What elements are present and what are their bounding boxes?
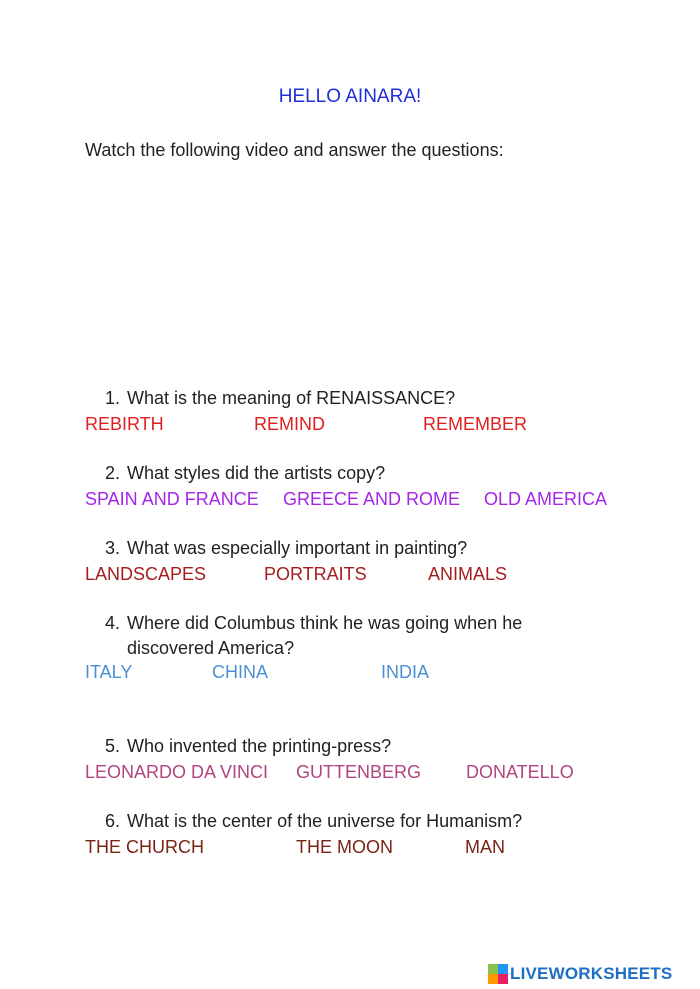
answer-option-landscapes[interactable]: LANDSCAPES [85,564,207,584]
answer-option-china[interactable]: CHINA [212,662,269,682]
question-number: 3. [105,538,121,558]
question-text: What is the meaning of RENAISSANCE? [127,388,456,408]
question-text: What is the center of the universe for Humanism? [127,811,523,831]
answer-option-guttenberg[interactable]: GUTTENBERG [296,762,422,782]
logo-square [498,964,508,974]
question-text: What styles did the artists copy? [127,463,386,483]
answer-option-leonardo-da-vinci[interactable]: LEONARDO DA VINCI [85,762,269,782]
question-number: 5. [105,736,121,756]
answer-option-portraits[interactable]: PORTRAITS [264,564,367,584]
question-1 [105,386,547,411]
answer-option-old-america[interactable]: OLD AMERICA [484,489,608,509]
instructions-text: Watch the following video and answer the questions: [85,140,504,160]
question-text: Where did Columbus think he was going when he discovered America? [127,613,523,658]
answer-option-italy[interactable]: ITALY [85,662,133,682]
question-4 [105,611,547,661]
answer-option-man[interactable]: MAN [465,837,505,857]
answer-option-greece-and-rome[interactable]: GREECE AND ROME [283,489,461,509]
logo-text: LIVEWORKSHEETS [510,964,673,983]
answer-option-india[interactable]: INDIA [381,662,430,682]
answer-option-rebirth[interactable]: REBIRTH [85,414,164,434]
answer-option-the-church[interactable]: THE CHURCH [85,837,204,857]
answer-option-the-moon[interactable]: THE MOON [296,837,393,857]
answer-option-remember[interactable]: REMEMBER [423,414,528,434]
logo-mark-icon [488,964,508,984]
question-number: 6. [105,811,121,831]
liveworksheets-logo [488,963,672,985]
question-3 [105,536,547,561]
answer-option-animals[interactable]: ANIMALS [428,564,508,584]
logo-square [488,974,498,984]
question-number: 4. [105,613,121,633]
answer-option-remind[interactable]: REMIND [254,414,325,434]
page-title: HELLO AINARA! [278,86,422,107]
logo-square [488,964,498,974]
answer-option-donatello[interactable]: DONATELLO [466,762,574,782]
question-text: What was especially important in painting? [127,538,468,558]
question-6 [105,809,547,834]
answer-option-spain-and-france[interactable]: SPAIN AND FRANCE [85,489,259,509]
question-2 [105,461,547,486]
logo-square [498,974,508,984]
question-5 [105,734,547,759]
question-text: Who invented the printing-press? [127,736,392,756]
question-number: 2. [105,463,121,483]
question-number: 1. [105,388,121,408]
video-placeholder[interactable] [85,175,615,370]
